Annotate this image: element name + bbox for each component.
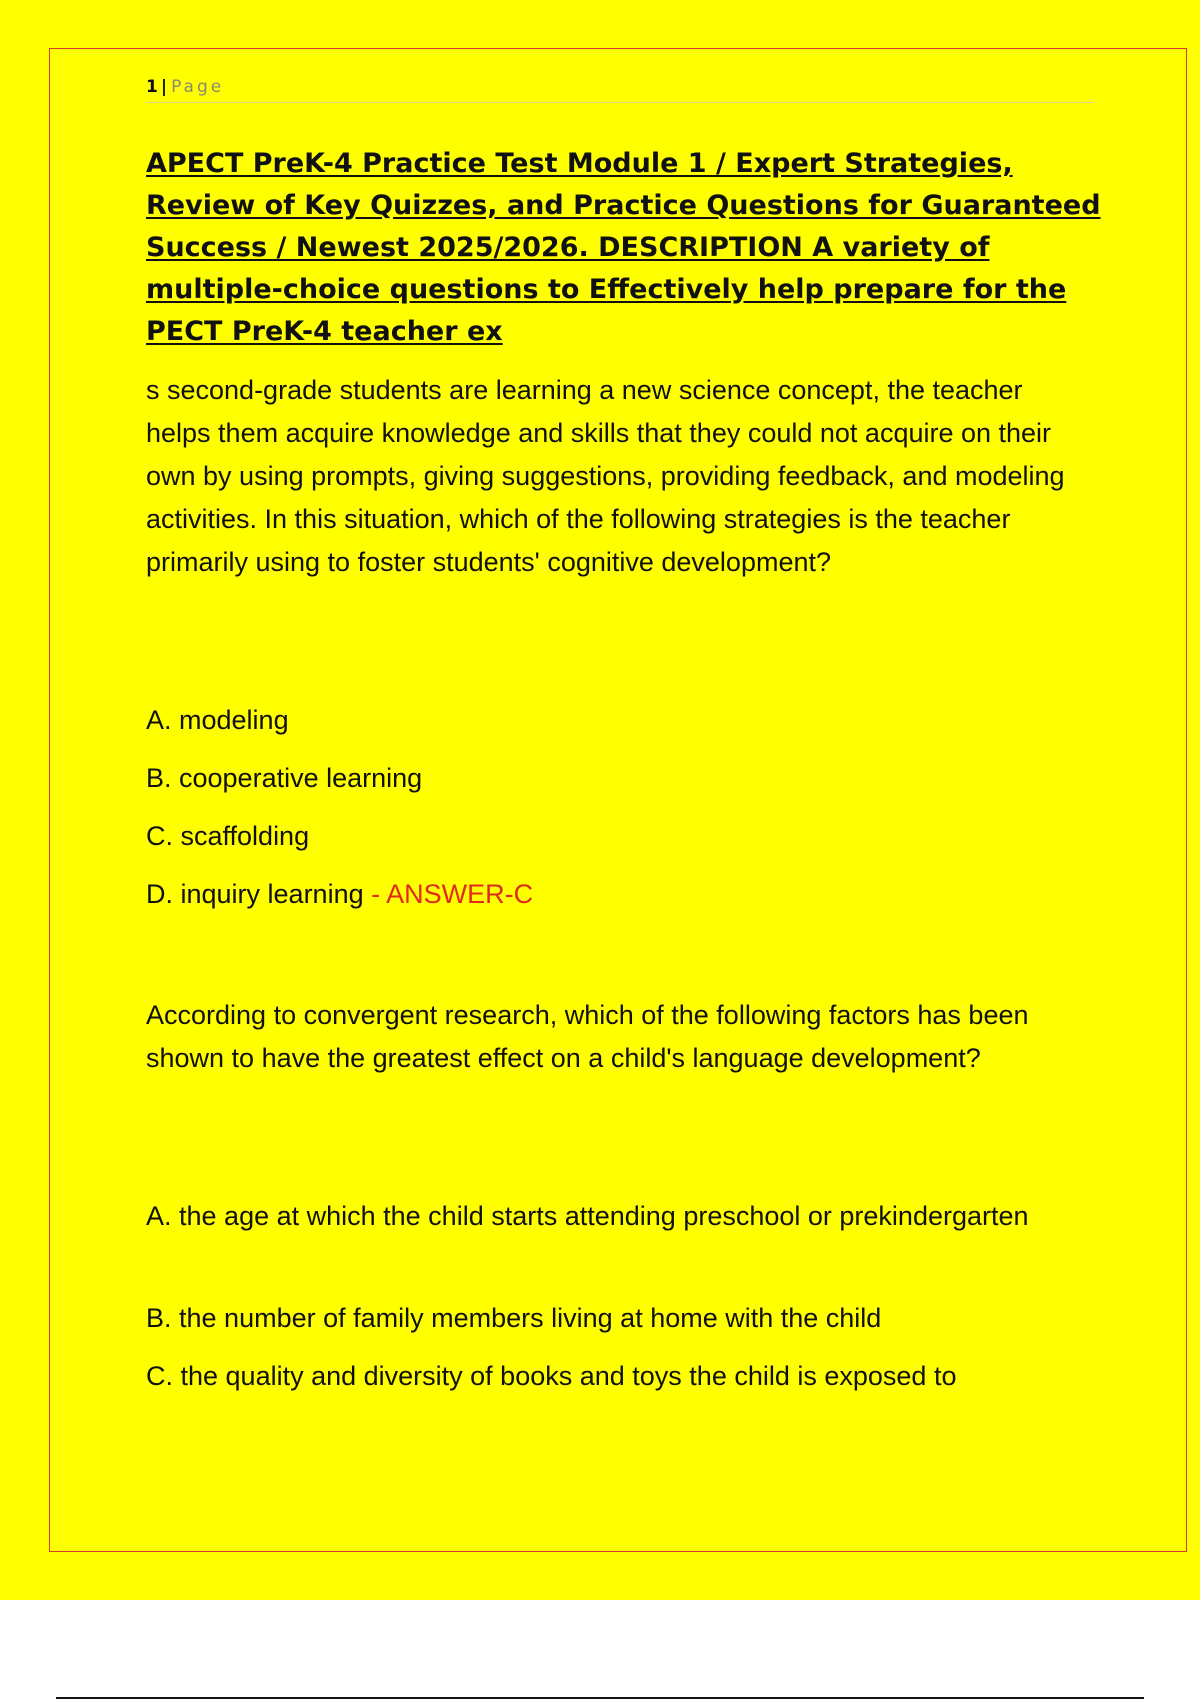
page-label: Page [171, 77, 225, 97]
question-2-text: According to convergent research, which of the following factors has been shown to have the greatest effect on a child's language development? [146, 1000, 1029, 1073]
footer-rule [56, 1697, 1144, 1699]
question-1-option-c: C. scaffolding [146, 821, 310, 851]
question-2-option-b: B. the number of family members living at home with the child [146, 1303, 882, 1333]
page-number: 1 [146, 77, 158, 97]
question-1-answer: - ANSWER-C [371, 879, 534, 909]
document-title: APECT PreK-4 Practice Test Module 1 / Expert Strategies, Review of Key Quizzes, and Practice Questions for Guaranteed Success / Newest 2025/2026. DESCRIPTION A variety of multiple-choice questions to Effectively help prepare for the PECT PreK-4 teacher ex [146, 148, 1101, 347]
page-header [146, 74, 1094, 103]
question-1-option-a: A. modeling [146, 705, 289, 735]
question-2-option-a: A. the age at which the child starts attending preschool or prekindergarten [146, 1201, 1029, 1231]
question-1-text: s second-grade students are learning a new science concept, the teacher helps them acquire knowledge and skills that they could not acquire on their own by using prompts, giving suggestions, providing feedback, and modeling activities. In this situation, which of the following strategies is the teacher primarily using to foster students' cognitive development? [146, 375, 1065, 577]
question-2-option-c: C. the quality and diversity of books and toys the child is exposed to [146, 1361, 957, 1391]
question-1-option-d-label: D. inquiry learning [146, 879, 364, 909]
question-1-option-b: B. cooperative learning [146, 763, 423, 793]
page-separator: | [160, 77, 168, 97]
question-1-option-d [146, 873, 533, 916]
